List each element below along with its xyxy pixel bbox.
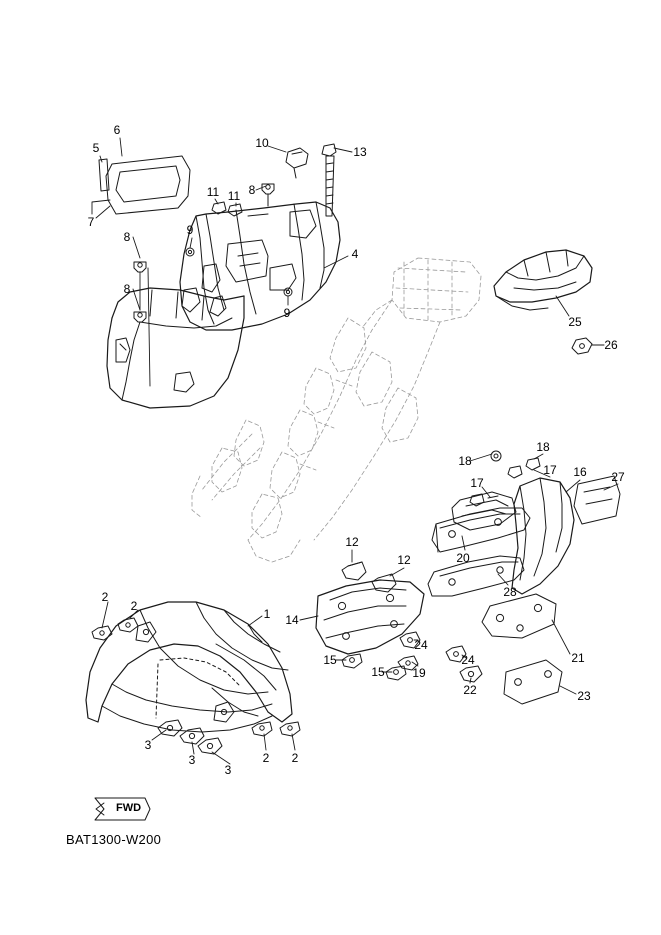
callout-number: 17: [470, 476, 484, 490]
callout-number: 19: [412, 666, 426, 680]
callout-number: 1: [263, 607, 271, 621]
callout-number: 3: [144, 738, 152, 752]
part-25-grab-bar: [494, 250, 592, 310]
callout-number: 10: [255, 136, 269, 150]
callout-number: 24: [414, 638, 428, 652]
callout-number: 25: [568, 315, 582, 329]
callout-number: 2: [262, 751, 270, 765]
callout-number: 2: [130, 599, 138, 613]
part-code-label: BAT1300-W200: [66, 832, 162, 847]
callout-number: 3: [188, 753, 196, 767]
rear-fender-assembly: [107, 202, 340, 408]
callout-number: 3: [224, 763, 232, 777]
callout-number: 28: [503, 585, 517, 599]
callout-number: 14: [285, 613, 299, 627]
callout-number: 5: [92, 141, 100, 155]
callout-number: 7: [87, 215, 95, 229]
callout-number: 21: [571, 651, 585, 665]
callout-number: 4: [351, 247, 359, 261]
callout-number: 11: [206, 185, 220, 199]
callout-number: 26: [604, 338, 618, 352]
ghost-frame: [192, 258, 484, 565]
callout-number: 15: [371, 665, 385, 679]
callout-number: 24: [461, 653, 475, 667]
callout-number: 13: [353, 145, 367, 159]
callout-number: 6: [113, 123, 121, 137]
callout-number: 8: [248, 183, 256, 197]
callout-number: 23: [577, 689, 591, 703]
callout-number: 27: [611, 470, 625, 484]
part-1-front-fender: [86, 599, 300, 754]
callout-number: 2: [291, 751, 299, 765]
callout-number: 15: [323, 653, 337, 667]
callout-number: 20: [456, 551, 470, 565]
callout-number: 11: [227, 189, 241, 203]
callout-number: 2: [101, 590, 109, 604]
callout-number: 12: [345, 535, 359, 549]
callout-number: 16: [573, 465, 587, 479]
callout-number: 22: [463, 683, 477, 697]
callout-number: 9: [186, 223, 194, 237]
callout-number: 17: [543, 463, 557, 477]
license-bracket-assembly: [400, 451, 620, 704]
callout-number: 18: [458, 454, 472, 468]
callout-number: 8: [123, 230, 131, 244]
part-6-seat-pad: [106, 156, 190, 214]
callout-number: 12: [397, 553, 411, 567]
part-5-strip: [99, 159, 109, 191]
callout-number: 8: [123, 282, 131, 296]
callout-number: 18: [536, 440, 550, 454]
part-10-clip: [286, 148, 308, 178]
part-26-nut: [572, 338, 592, 354]
callout-number: 9: [283, 306, 291, 320]
part-11-washers: [212, 202, 242, 216]
fwd-label: FWD: [116, 802, 142, 814]
